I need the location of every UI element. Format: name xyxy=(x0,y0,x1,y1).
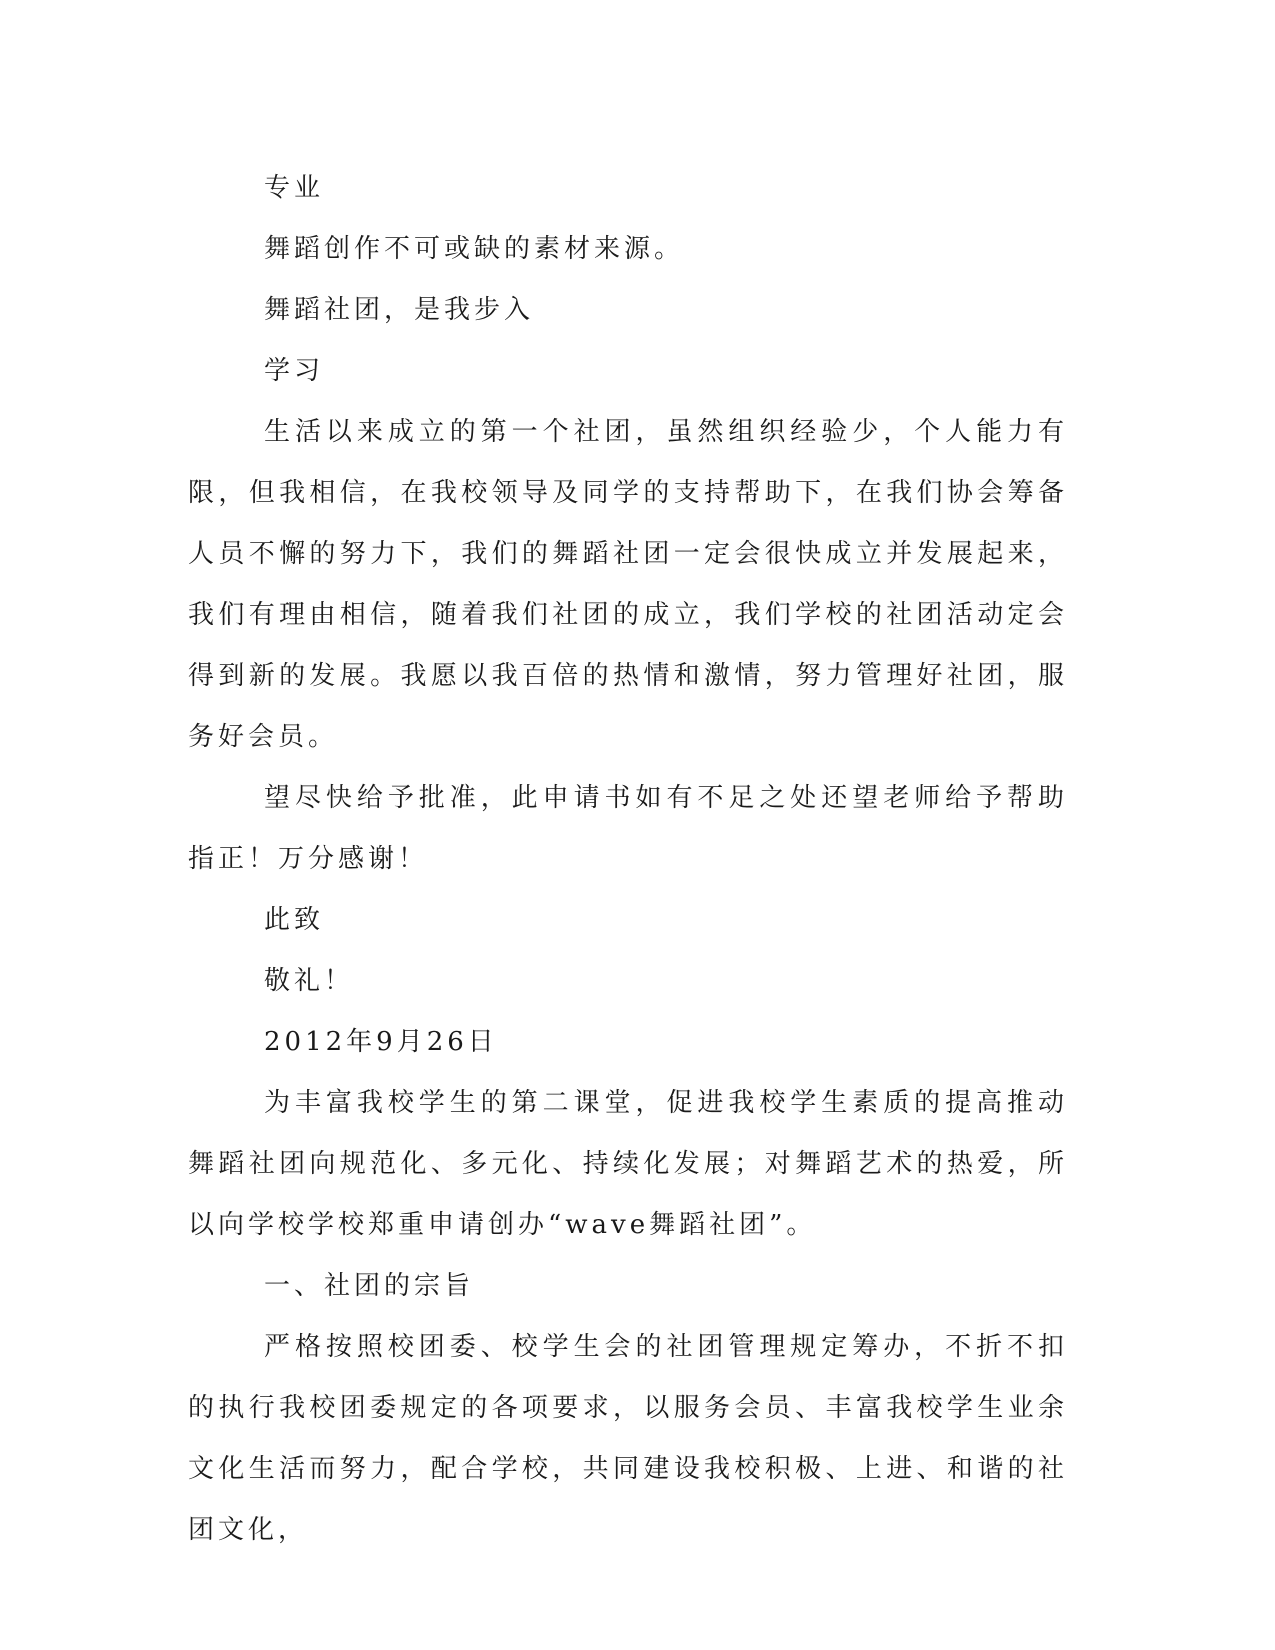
paragraph-material-source: 舞蹈创作不可或缺的素材来源。 xyxy=(264,234,685,264)
paragraph-application-purpose: 为丰富我校学生的第二课堂，促进我校学生素质的提高推动舞蹈社团向规范化、多元化、持续化发展；对舞蹈艺术的热爱，所以向学校学校郑重申请创办“wave舞蹈社团”。 xyxy=(188,1088,1068,1240)
paragraph-club-rules: 严格按照校团委、校学生会的社团管理规定筹办，不折不扣的执行我校团委规定的各项要求，以服务会员、丰富我校学生业余文化生活而努力，配合学校，共同建设我校积极、上进、和谐的社团文化， xyxy=(188,1332,1068,1545)
section-heading-purpose: 一、社团的宗旨 xyxy=(264,1271,475,1301)
paragraph-study: 学习 xyxy=(264,356,325,386)
paragraph-request-approval: 望尽快给予批准，此申请书如有不足之处还望老师给予帮助指正！万分感谢！ xyxy=(188,783,1068,874)
paragraph-closing-salutation: 此致 xyxy=(264,905,325,935)
paragraph-dance-club-intro: 舞蹈社团，是我步入 xyxy=(264,295,535,325)
paragraph-major: 专业 xyxy=(264,173,325,203)
paragraph-date: 2012年9月26日 xyxy=(264,1027,498,1057)
paragraph-first-club: 生活以来成立的第一个社团，虽然组织经验少，个人能力有限，但我相信，在我校领导及同学的支持帮助下，在我们协会筹备人员不懈的努力下，我们的舞蹈社团一定会很快成立并发展起来，我们有理由相信，随着我们社团的成立，我们学校的社团活动定会得到新的发展。我愿以我百倍的热情和激情，努力管理好社团，服务好会员。 xyxy=(188,417,1068,752)
paragraph-regards: 敬礼！ xyxy=(264,966,355,996)
document-body xyxy=(188,158,1068,1561)
